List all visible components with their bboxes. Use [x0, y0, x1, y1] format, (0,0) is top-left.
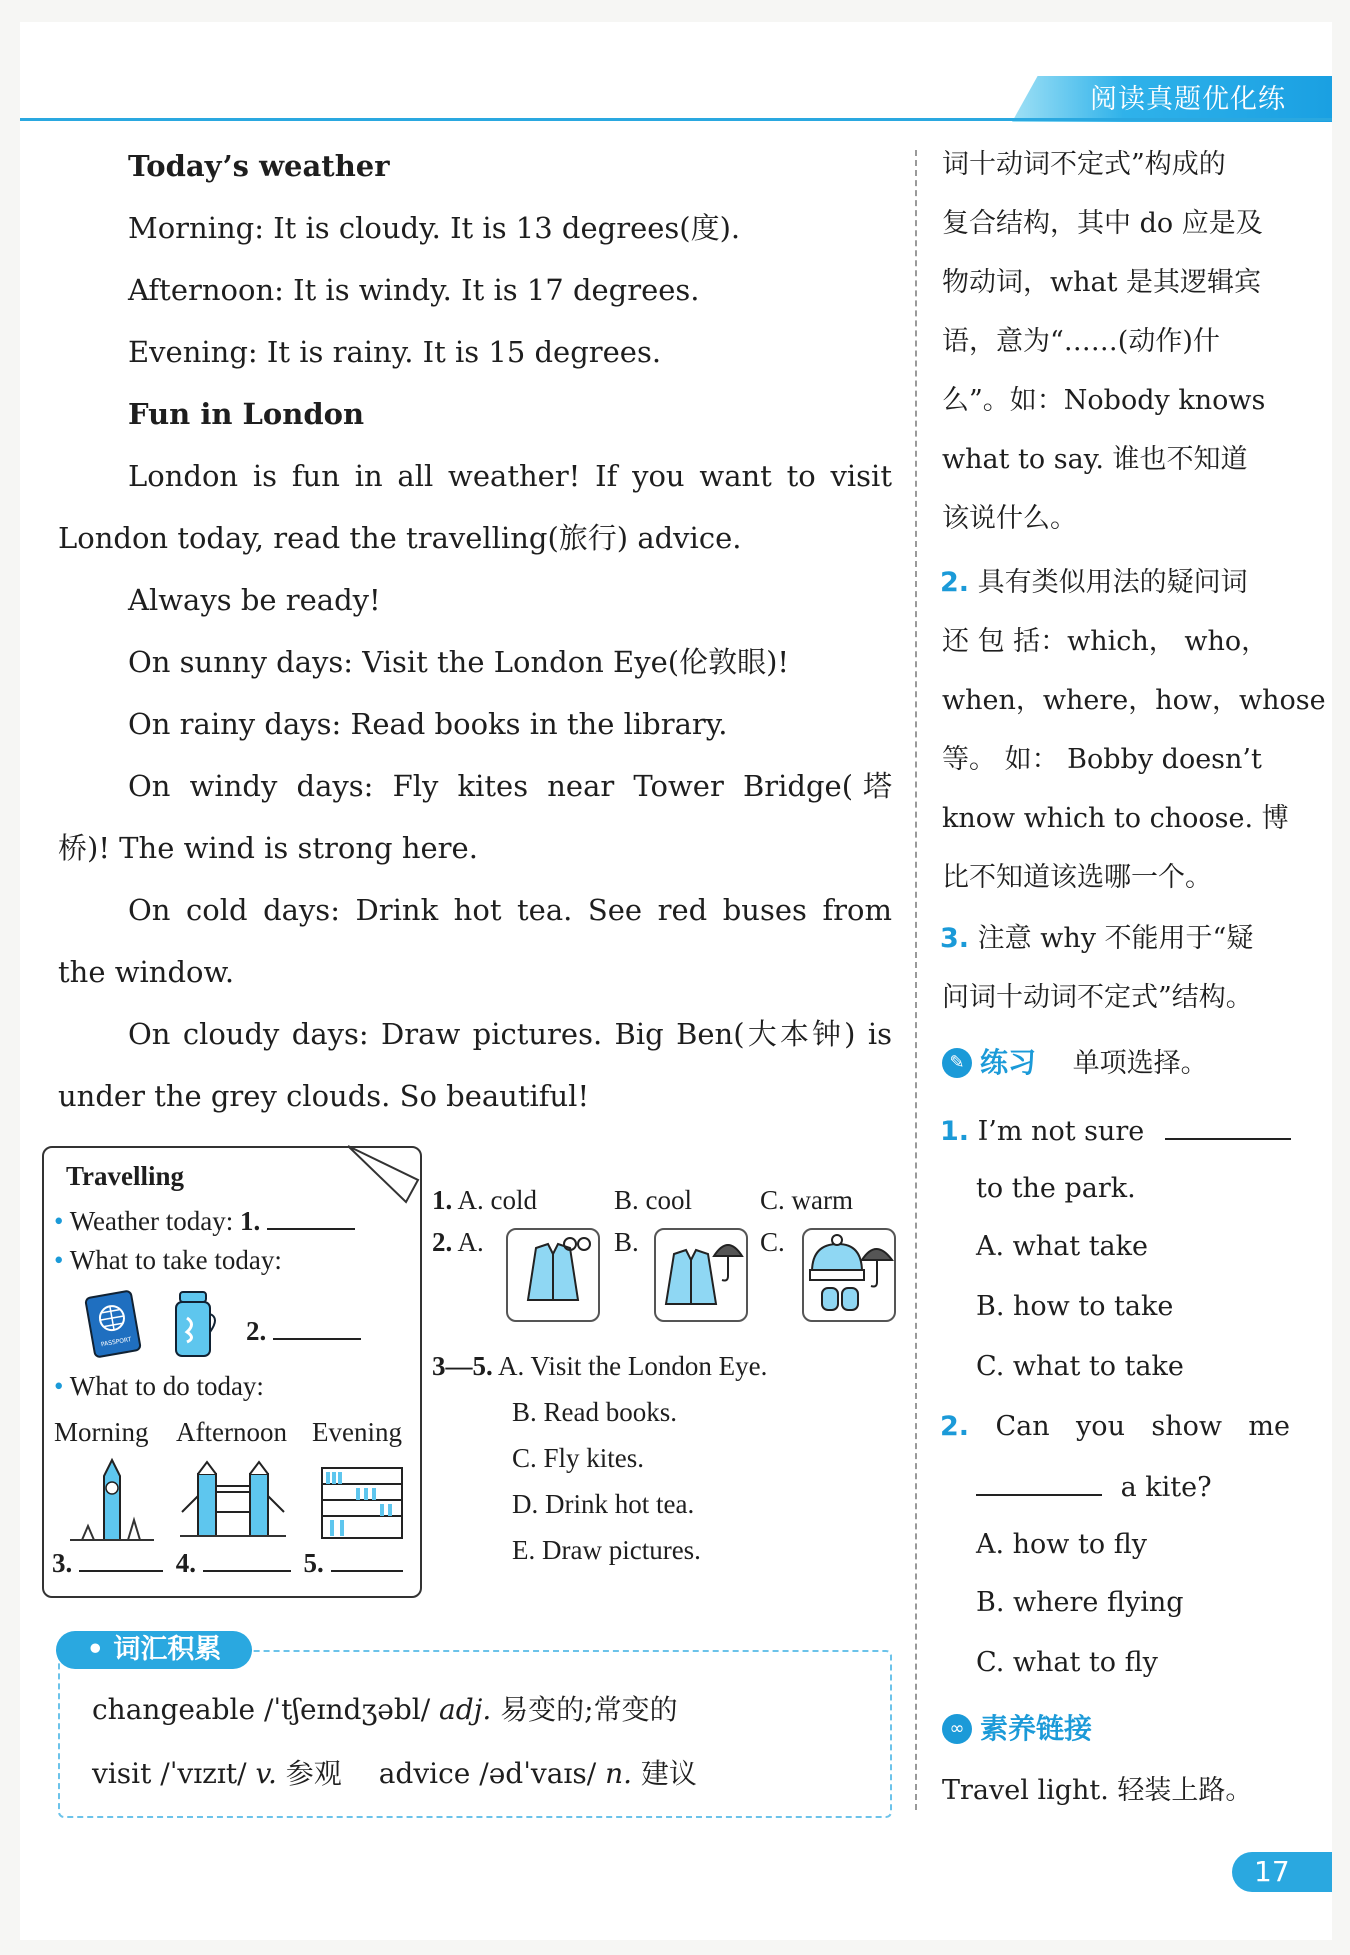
question-1-choice-a[interactable]: A. what take — [976, 1231, 1148, 1262]
card-blank-2-row — [246, 1312, 361, 1347]
time-evening: Evening — [312, 1417, 402, 1447]
note-2-first-line — [940, 566, 1248, 600]
library-icon — [318, 1462, 406, 1542]
vocab-line-2 — [92, 1756, 697, 1792]
literacy-text: Travel light. 轻装上路。 — [942, 1775, 1253, 1806]
blank-4-number: 4. — [175, 1548, 196, 1578]
blank-4[interactable] — [203, 1544, 291, 1572]
coat-sunglasses-icon — [508, 1230, 598, 1320]
time-morning: Morning — [54, 1417, 149, 1447]
blank-1[interactable] — [267, 1202, 355, 1230]
note-line: 物动词，what 是其逻辑宾 — [942, 267, 1262, 298]
q1-option-a[interactable]: A. cold — [457, 1185, 537, 1215]
question-1-choice-c[interactable]: C. what to take — [976, 1351, 1184, 1382]
coat-umbrella-icon — [656, 1230, 746, 1320]
q1-number: 1. — [432, 1185, 453, 1215]
vocab-meaning: 建议 — [640, 1757, 697, 1790]
question-1-number: 1. — [940, 1116, 970, 1147]
vocab-ipa: /ˈtʃeɪndʒəbl/ — [263, 1693, 431, 1726]
note-line: 语，意为“……(动作)什 — [942, 326, 1220, 357]
question-2-stem — [940, 1410, 1290, 1444]
vocab-line-1 — [92, 1692, 678, 1728]
q35-number-label: 3—5. — [432, 1351, 493, 1381]
weather-afternoon: Afternoon: It is windy. It is 17 degrees. — [128, 273, 700, 307]
q2-label-a — [432, 1226, 484, 1258]
question-2-number: 2. — [940, 1411, 970, 1442]
card-blank-row — [52, 1544, 403, 1579]
q2-option-b[interactable]: B. — [614, 1227, 639, 1257]
vocab-word: advice — [378, 1757, 471, 1790]
vocab-pos: adj. — [439, 1693, 492, 1726]
hat-gloves-umbrella-picture[interactable] — [802, 1228, 896, 1322]
question-2-text-end: a kite? — [1120, 1472, 1212, 1503]
weather-morning: Morning: It is cloudy. It is 13 degrees(度). — [128, 211, 741, 245]
bullet-icon: • — [54, 1245, 70, 1275]
weather-label: Weather today: — [69, 1206, 234, 1236]
page-number: 17 — [1232, 1852, 1332, 1892]
advice-cold: On cold days: Drink hot tea. See red buses from — [128, 893, 892, 927]
note-3-number: 3. — [940, 923, 970, 954]
take-label: What to take today: — [69, 1245, 282, 1275]
advice-cloudy-cont: under the grey clouds. So beautiful! — [58, 1079, 590, 1113]
passport-icon — [84, 1290, 142, 1358]
practice-heading — [980, 1046, 1208, 1081]
question-2-choice-a[interactable]: A. how to fly — [976, 1529, 1147, 1560]
question-2-choice-c[interactable]: C. what to fly — [976, 1647, 1158, 1678]
q1-option-b[interactable]: B. cool — [614, 1185, 692, 1215]
weather-evening: Evening: It is rainy. It is 15 degrees. — [128, 335, 662, 369]
vocab-word: changeable — [92, 1693, 256, 1726]
header-title: 阅读真题优化练 — [1090, 84, 1286, 115]
question-1-stem-cont: to the park. — [976, 1173, 1136, 1204]
card-weather-row — [54, 1202, 355, 1237]
question-2-stem-cont — [976, 1468, 1212, 1505]
practice-instruction: 单项选择。 — [1072, 1048, 1208, 1079]
q2-option-c[interactable]: C. — [760, 1227, 785, 1257]
vocab-pos: v. — [255, 1757, 277, 1790]
advice-windy-cont: 桥)! The wind is strong here. — [58, 831, 478, 865]
q35-number — [432, 1350, 767, 1382]
blank-2-number: 2. — [246, 1316, 267, 1346]
thermos-flask-icon — [170, 1288, 222, 1360]
tower-bridge-icon — [180, 1456, 286, 1542]
blank-5-number: 5. — [303, 1548, 324, 1578]
vocab-tag-label: 词汇积累 — [113, 1634, 222, 1665]
question-1-stem — [940, 1112, 1291, 1149]
do-label: What to do today: — [69, 1371, 264, 1401]
vocab-ipa: /ədˈvaɪs/ — [479, 1757, 597, 1790]
q1-options — [432, 1184, 537, 1216]
card-do-row — [54, 1370, 264, 1402]
vocab-ipa: /ˈvɪzɪt/ — [160, 1757, 247, 1790]
blank-5[interactable] — [331, 1544, 403, 1572]
note-line: 还 包 括：which， who， — [942, 626, 1269, 657]
note-line: know which to choose. 博 — [942, 803, 1289, 834]
note-line: 词十动词不定式”构成的 — [942, 149, 1226, 180]
note-line: 注意 why 不能用于“疑 — [977, 923, 1254, 954]
advice-cloudy: On cloudy days: Draw pictures. Big Ben(大本钟) is — [128, 1017, 892, 1051]
blank-3-number: 3. — [52, 1548, 73, 1578]
time-afternoon: Afternoon — [176, 1417, 287, 1447]
q35-option-e[interactable]: E. Draw pictures. — [512, 1535, 701, 1565]
practice-title: 练习 — [980, 1046, 1037, 1079]
note-3-first-line — [940, 922, 1253, 956]
pencil-icon: ✎ — [942, 1048, 972, 1078]
column-divider — [915, 150, 917, 1810]
question-1-text: I’m not sure — [977, 1116, 1145, 1147]
note-line: 问词十动词不定式”结构。 — [942, 982, 1253, 1013]
header-rule — [20, 118, 1332, 121]
vocab-box — [58, 1650, 892, 1818]
bullet-icon: • — [54, 1371, 70, 1401]
hat-gloves-umbrella-icon — [804, 1230, 894, 1320]
q35-option-b[interactable]: B. Read books. — [512, 1397, 677, 1427]
note-line: 等。 如： Bobby doesn’t — [942, 744, 1262, 775]
blank-3[interactable] — [79, 1544, 163, 1572]
bullet-icon: • — [54, 1206, 70, 1236]
coat-sunglasses-picture[interactable] — [506, 1228, 600, 1322]
q35-option-a[interactable]: A. Visit the London Eye. — [498, 1351, 768, 1381]
fun-heading: Fun in London — [128, 397, 365, 431]
vocab-pos: n. — [605, 1757, 633, 1790]
big-ben-icon — [62, 1456, 162, 1542]
weather-heading: Today’s weather — [128, 149, 390, 183]
note-line: what to say. 谁也不知道 — [942, 444, 1248, 475]
passport-label: PASSPORT — [100, 1336, 132, 1349]
note-line: 复合结构，其中 do 应是及 — [942, 208, 1263, 239]
card-title: Travelling — [66, 1161, 184, 1191]
card-take-row — [54, 1244, 282, 1276]
question-2-text: Can you show me — [995, 1411, 1290, 1442]
advice-ready: Always be ready! — [128, 583, 381, 617]
literacy-title: 素养链接 — [980, 1712, 1093, 1745]
note-line: 具有类似用法的疑问词 — [977, 567, 1248, 598]
vocab-tag: • 词汇积累 — [56, 1631, 252, 1669]
paragraph-line: London is fun in all weather! If you want to visit — [128, 459, 892, 493]
note-line: 比不知道该选哪一个。 — [942, 862, 1212, 893]
q35-option-c[interactable]: C. Fly kites. — [512, 1443, 645, 1473]
q2-number: 2. — [432, 1227, 453, 1257]
note-line: 么”。如：Nobody knows — [942, 385, 1266, 416]
q1-option-c[interactable]: C. warm — [760, 1185, 853, 1215]
vocab-meaning: 易变的;常变的 — [500, 1693, 678, 1726]
note-line: when，where，how，whose — [942, 685, 1326, 716]
vocab-meaning: 参观 — [285, 1757, 342, 1790]
blank-2[interactable] — [273, 1312, 361, 1340]
vocab-word: visit — [92, 1757, 152, 1790]
paragraph-line: London today, read the travelling(旅行) advice. — [58, 521, 742, 555]
question-2-choice-b[interactable]: B. where flying — [976, 1587, 1184, 1618]
advice-windy: On windy days: Fly kites near Tower Bridge(塔 — [128, 769, 892, 803]
coat-umbrella-picture[interactable] — [654, 1228, 748, 1322]
question-2-blank[interactable] — [976, 1468, 1102, 1496]
note-line: 该说什么。 — [942, 503, 1077, 534]
question-1-blank[interactable] — [1165, 1112, 1291, 1140]
q35-option-d[interactable]: D. Drink hot tea. — [512, 1489, 695, 1519]
link-icon: ∞ — [942, 1714, 972, 1744]
question-1-choice-b[interactable]: B. how to take — [976, 1291, 1174, 1322]
blank-1-number: 1. — [239, 1206, 261, 1236]
advice-cold-cont: the window. — [58, 955, 235, 989]
page-fold-corner — [346, 1144, 420, 1206]
advice-rainy: On rainy days: Read books in the library. — [128, 707, 728, 741]
q2-option-a[interactable]: A. — [457, 1227, 484, 1257]
note-2-number: 2. — [940, 567, 970, 598]
advice-sunny: On sunny days: Visit the London Eye(伦敦眼)! — [128, 645, 790, 679]
